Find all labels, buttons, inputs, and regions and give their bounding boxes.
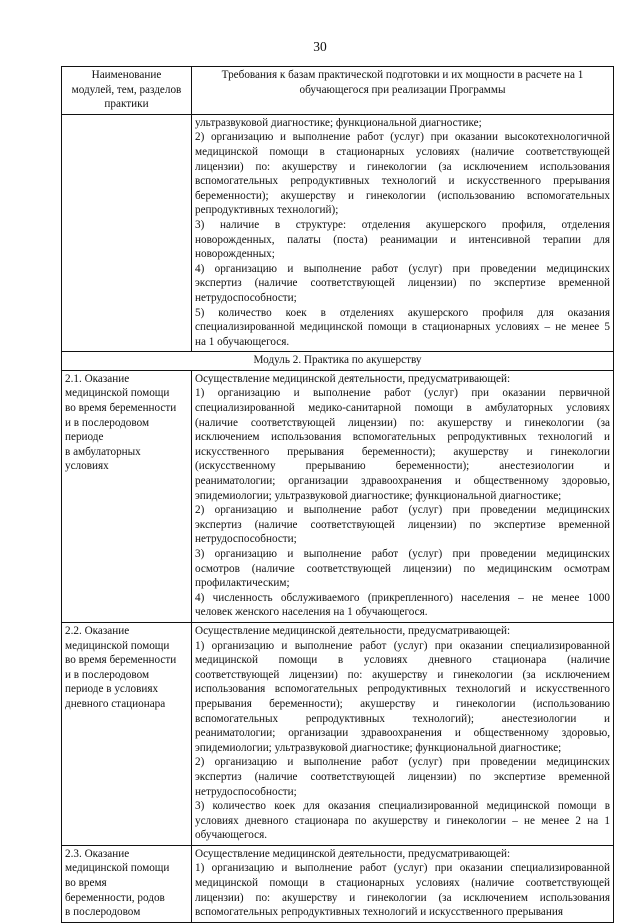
requirements-table [61,66,614,923]
text-line: 4) организацию и выполнение работ (услуг) при проведении медицинских [195,262,610,275]
text-line: эпидемиологии; ультразвуковой диагностике; функциональной диагностике; [195,489,562,502]
text-line: 1) организацию и выполнение работ (услуг) при оказании первичной [195,387,610,400]
text-line: Осуществление медицинской деятельности, предусматривающей: [195,624,511,637]
text-line: экспертиз (наличие соответствующей лицензии) по экспертизе временной [195,277,610,290]
text-line: нетрудоспособности; [195,785,297,798]
text-line: 1) организацию и выполнение работ (услуг) при оказании специализированной [195,862,610,875]
text-line: эпидемиологии; ультразвуковой диагностике; функциональной диагностике; [195,741,562,754]
text-line: специализированной медико-санитарной помощи в амбулаторных условиях [195,402,610,415]
text-line: осмотров (наличие соответствующей лицензии) по медицинским осмотрам [195,562,610,575]
module-title: Модуль 2. Практика по акушерству [62,352,614,371]
name-line: 2.2. Оказание [65,624,130,637]
text-line: 1) организацию и выполнение работ (услуг) при оказании специализированной [195,639,610,652]
text-line: Осуществление медицинской деятельности, предусматривающей: [195,372,511,385]
text-line: специализированной медицинской помощи в стационарных условиях – не менее 5 [195,321,610,334]
text-line: ультразвуковой диагностике; функциональной диагностике; [195,116,482,129]
text-line: беременности); акушерству и гинекологии (использованию вспомогательных [195,189,610,202]
topic-requirements-cell [192,370,614,622]
column-header-requirements [192,67,614,115]
text-line: Осуществление медицинской деятельности, предусматривающей: [195,847,511,860]
text-lines [195,372,610,620]
topic-requirements-cell [192,622,614,845]
name-line: беременности, родов [65,891,165,904]
text-line: медицинской помощи в стационарных условиях (наличие соответствующей [195,877,610,890]
text-line: (наличие соответствующей лицензии) по: акушерству и гинекологии (за [195,416,610,429]
name-line: периоде в условиях [65,683,159,696]
text-line: 2) организацию и выполнение работ (услуг) при проведении медицинских [195,756,610,769]
header-line: Наименование [91,69,162,81]
text-line: 5) количество коек в отделениях акушерского профиля для оказания [195,306,610,319]
text-line: исключением использования вспомогательных репродуктивных технологий и [195,431,610,444]
text-line: использования вспомогательных репродуктивных технологий и искусственного [195,683,610,696]
column-header-modules [62,67,192,115]
table-row [62,370,614,622]
text-line: медицинской помощи в стационарных условиях (наличие соответствующей [195,145,610,158]
header-line: Требования к базам практической подготовки и их мощности в расчете на 1 [221,69,584,81]
text-line: лицензии) по: акушерству и гинекологии (за исключением использования [195,160,610,173]
name-line: во время [65,877,107,890]
text-line: соответствующей лицензии) по: акушерству и гинекологии (за исключением [195,668,610,681]
text-line: вспомогательных репродуктивных технологий); анестезиологии и [195,712,610,725]
text-line: 4) численность обслуживаемого (прикрепленного) населения – не менее 1000 [195,591,610,604]
table-row [62,622,614,845]
page-number: 30 [313,39,327,54]
text-line: медицинской помощи в условиях дневного стационара (наличие [195,654,610,667]
name-line: и в послеродовом [65,668,150,681]
text-line: 3) организацию и выполнение работ (услуг) при проведении медицинских [195,548,610,560]
table-row [62,114,614,352]
table-header-row [62,67,614,115]
topic-requirements-cell [192,845,614,922]
topic-name [65,847,188,920]
text-line: 3) количество коек для оказания специализированной медицинской помощи в [195,800,610,813]
text-line: профилактическим; [195,577,290,590]
text-line: реаниматологии; организации здравоохранения и общественному здоровью, [195,727,610,740]
text-line: нетрудоспособности; [195,291,297,304]
table-row [62,845,614,922]
name-line: и в послеродовом [65,416,150,429]
name-line: во время беременности [65,402,177,415]
name-line: условиях [65,460,109,473]
text-line: прерывания беременности); акушерству и гинекологии (использованию [195,697,610,710]
topic-name [65,624,188,712]
name-line: 2.3. Оказание [65,847,130,860]
text-line: обучающегося. [195,829,268,842]
text-line: новорожденных; [195,248,275,261]
name-line: во время беременности [65,654,177,667]
name-line: дневного стационара [65,697,166,710]
name-line: в послеродовом [65,906,141,919]
header-line: модулей, тем, разделов [71,83,182,96]
text-line: 3) наличие в структуре: отделения акушерского профиля, отделения [195,218,610,231]
text-line: новорожденных, палаты (поста) реанимации и интенсивной терапии для [195,233,610,246]
module-row [62,352,614,371]
topic-name-cell [62,370,192,622]
text-line: 2) организацию и выполнение работ (услуг) при проведении медицинских [195,504,610,517]
name-line: медицинской помощи [65,639,170,652]
name-line: периоде [65,431,104,444]
text-line: репродуктивных технологий); [195,204,339,217]
header-line: практики [104,98,149,111]
text-lines [195,847,610,920]
name-line: медицинской помощи [65,862,170,875]
text-line: экспертиз (наличие соответствующей лицензии) по экспертизе временной [195,518,610,531]
text-lines [195,116,610,350]
text-line: (искусственному прерыванию беременности); анестезиологии и [195,460,610,473]
continuation-cell [192,114,614,352]
text-line: искусственного прерывания беременности); акушерству и гинекологии [195,445,610,458]
text-line: человек женского населения на 1 обучающегося. [195,606,428,619]
header-line: обучающегося при реализации Программы [299,83,506,96]
topic-name [65,372,188,474]
text-line: вспомогательных репродуктивных технологий и искусственного прерывания [195,175,610,188]
topic-name-cell [62,845,192,922]
topic-name-cell [62,622,192,845]
text-line: на 1 обучающегося. [195,335,290,348]
empty-cell [62,114,192,352]
text-line: условиях дневного стационара по акушерству и гинекологии – не менее 2 на 1 [195,814,610,827]
name-line: 2.1. Оказание [65,372,130,385]
text-line: экспертиз (наличие соответствующей лицензии) по экспертизе временной [195,770,610,783]
text-line: 2) организацию и выполнение работ (услуг) при оказании высокотехнологичной [195,131,610,144]
text-line: реаниматологии; организации здравоохранения и общественному здоровью, [195,475,610,488]
text-line: лицензии) по: акушерству и гинекологии (за исключением использования [195,891,610,904]
name-line: медицинской помощи [65,387,170,400]
name-line: в амбулаторных [65,445,141,458]
text-lines [195,624,610,843]
text-line: нетрудоспособности; [195,533,297,546]
text-line: вспомогательных репродуктивных технологий и искусственного прерывания [195,906,563,919]
